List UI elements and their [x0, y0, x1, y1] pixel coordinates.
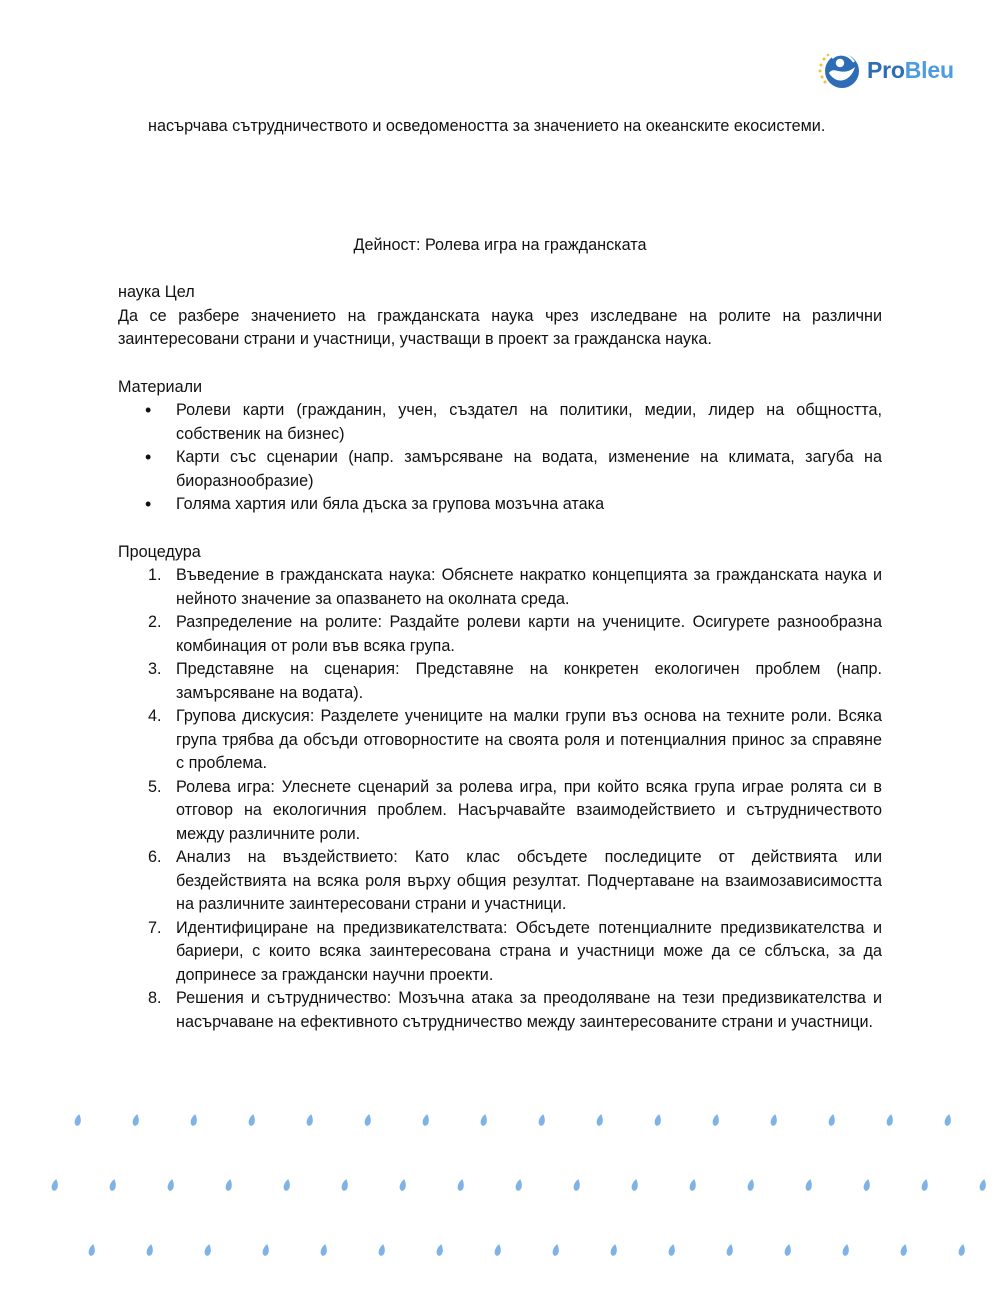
water-drop-icon: [573, 1179, 581, 1192]
list-item: [118, 917, 882, 988]
water-drop-icon: [654, 1114, 662, 1127]
logo-bleu: Bleu: [904, 56, 954, 83]
water-drop-icon: [805, 1179, 813, 1192]
activity-title: Дейност: Ролева игра на гражданската: [353, 235, 647, 254]
water-drop-icon: [863, 1179, 871, 1192]
water-drop-icon: [146, 1244, 154, 1257]
water-drop-icon: [631, 1179, 639, 1192]
logo-pro: Pro: [867, 56, 905, 83]
step-text: Разпределение на ролите: Раздайте ролеви карти на учениците. Осигурете разнообразна комбинация от роли във всяка група.: [176, 613, 882, 655]
step-number: 2.: [148, 613, 162, 631]
step-number: 1.: [148, 566, 162, 584]
water-drop-icon: [457, 1179, 465, 1192]
water-drop-icon: [399, 1179, 407, 1192]
water-drop-icon: [422, 1114, 430, 1127]
step-text: Въведение в гражданската наука: Обяснете накратко концепцията за гражданската наука и нейното значение за опазването на околната среда.: [176, 566, 882, 608]
list-item: [118, 658, 882, 705]
step-text: Групова дискусия: Разделете учениците на малки групи въз основа на техните роли. Всяка група трябва да обсъди отговорностите на своята роля и потенциалния принос за справяне с проблема.: [176, 707, 882, 772]
step-number: 8.: [148, 989, 162, 1007]
water-drop-icon: [552, 1244, 560, 1257]
water-drop-icon: [689, 1179, 697, 1192]
step-number: 3.: [148, 660, 162, 678]
water-drop-icon: [979, 1179, 987, 1192]
step-text: Ролева игра: Улеснете сценарий за ролева игра, при който всяка група играе ролята си в отговор на екологичния проблем. Насърчавайте взаимодействието и сътрудничеството между различните роли.: [176, 777, 882, 843]
water-drop-icon: [596, 1114, 604, 1127]
probleu-logo-icon: [815, 46, 863, 94]
step-text: Анализ на въздействието: Като клас обсъдете последиците от действията или бездействията на всяка роля върху общия резултат. Подчертаване на взаимозависимостта на различните заинтересовани страни и участници.: [176, 848, 882, 913]
water-drop-icon: [436, 1244, 444, 1257]
document-body: [118, 115, 882, 1034]
water-drop-icon: [109, 1179, 117, 1192]
water-drop-icon: [167, 1179, 175, 1192]
water-drop-icon: [204, 1244, 212, 1257]
water-drop-icon: [515, 1179, 523, 1192]
water-drop-icon: [132, 1114, 140, 1127]
water-drop-icon: [283, 1179, 291, 1192]
water-drop-icon: [364, 1114, 372, 1127]
step-text: Решения и сътрудничество: Мозъчна атака за преодоляване на тези предизвикателства и насърчаване на ефективното сътрудничество между заинтересованите страни и участници.: [176, 989, 882, 1031]
water-drop-icon: [248, 1114, 256, 1127]
water-drop-icon: [341, 1179, 349, 1192]
water-drop-pattern: [0, 1100, 1000, 1290]
water-drop-icon: [944, 1114, 952, 1127]
water-drop-icon: [726, 1244, 734, 1257]
water-drop-icon: [747, 1179, 755, 1192]
water-drop-icon: [958, 1244, 966, 1257]
procedure-heading: Процедура: [118, 542, 201, 561]
intro-paragraph: насърчава сътрудничеството и осведомеността за значението на океанските екосистеми.: [148, 117, 826, 135]
probleu-wordmark: [867, 57, 954, 84]
water-drop-icon: [668, 1244, 676, 1257]
list-item: [118, 776, 882, 847]
water-drop-icon: [770, 1114, 778, 1127]
step-number: 7.: [148, 918, 162, 937]
water-drop-icon: [74, 1114, 82, 1127]
goal-heading: наука Цел: [118, 283, 195, 301]
materials-heading: Материали: [118, 377, 203, 396]
water-drop-icon: [320, 1244, 328, 1257]
list-item: • Ролеви карти (гражданин, учен, създател на политики, медии, лидер на общността, собственик на бизнес): [118, 399, 882, 446]
water-drop-icon: [921, 1179, 929, 1192]
water-drop-icon: [828, 1114, 836, 1127]
water-drop-icon: [494, 1244, 502, 1257]
step-text: Идентифициране на предизвикателствата: Обсъдете потенциалните предизвикателства и бариери, с които всяка заинтересована страна и участници може да се сблъска, за да допринесе за граждански научни проекти.: [176, 918, 882, 984]
step-number: 6.: [148, 848, 162, 866]
water-drop-icon: [538, 1114, 546, 1127]
water-drop-icon: [51, 1179, 59, 1192]
water-drop-icon: [306, 1114, 314, 1127]
probleu-logo: [815, 45, 965, 95]
water-drop-icon: [712, 1114, 720, 1127]
procedure-list: [118, 564, 882, 1034]
water-drop-icon: [886, 1114, 894, 1127]
water-drop-icon: [262, 1244, 270, 1257]
list-item: • Голяма хартия или бяла дъска за групова мозъчна атака: [118, 493, 882, 517]
water-drop-icon: [88, 1244, 96, 1257]
list-item: [118, 846, 882, 917]
list-item: • Карти със сценарии (напр. замърсяване на водата, изменение на климата, загуба на биоразнообразие): [118, 446, 882, 493]
list-item: [118, 705, 882, 776]
water-drop-icon: [378, 1244, 386, 1257]
water-drop-icon: [842, 1244, 850, 1257]
list-item: [118, 564, 882, 611]
water-drop-icon: [610, 1244, 618, 1257]
list-item: [118, 611, 882, 658]
list-item: [118, 987, 882, 1034]
step-number: 5.: [148, 777, 162, 796]
water-drop-icon: [900, 1244, 908, 1257]
water-drop-icon: [480, 1114, 488, 1127]
water-drop-icon: [784, 1244, 792, 1257]
step-text: Представяне на сценария: Представяне на конкретен екологичен проблем (напр. замърсяване на водата).: [176, 660, 882, 702]
goal-paragraph: Да се разбере значението на гражданската наука чрез изследване на ролите на различни заинтересовани страни и участници, участващи в проект за гражданска наука.: [118, 306, 882, 348]
water-drop-icon: [225, 1179, 233, 1192]
materials-list: [118, 399, 882, 517]
water-drop-icon: [190, 1114, 198, 1127]
step-number: 4.: [148, 707, 162, 725]
